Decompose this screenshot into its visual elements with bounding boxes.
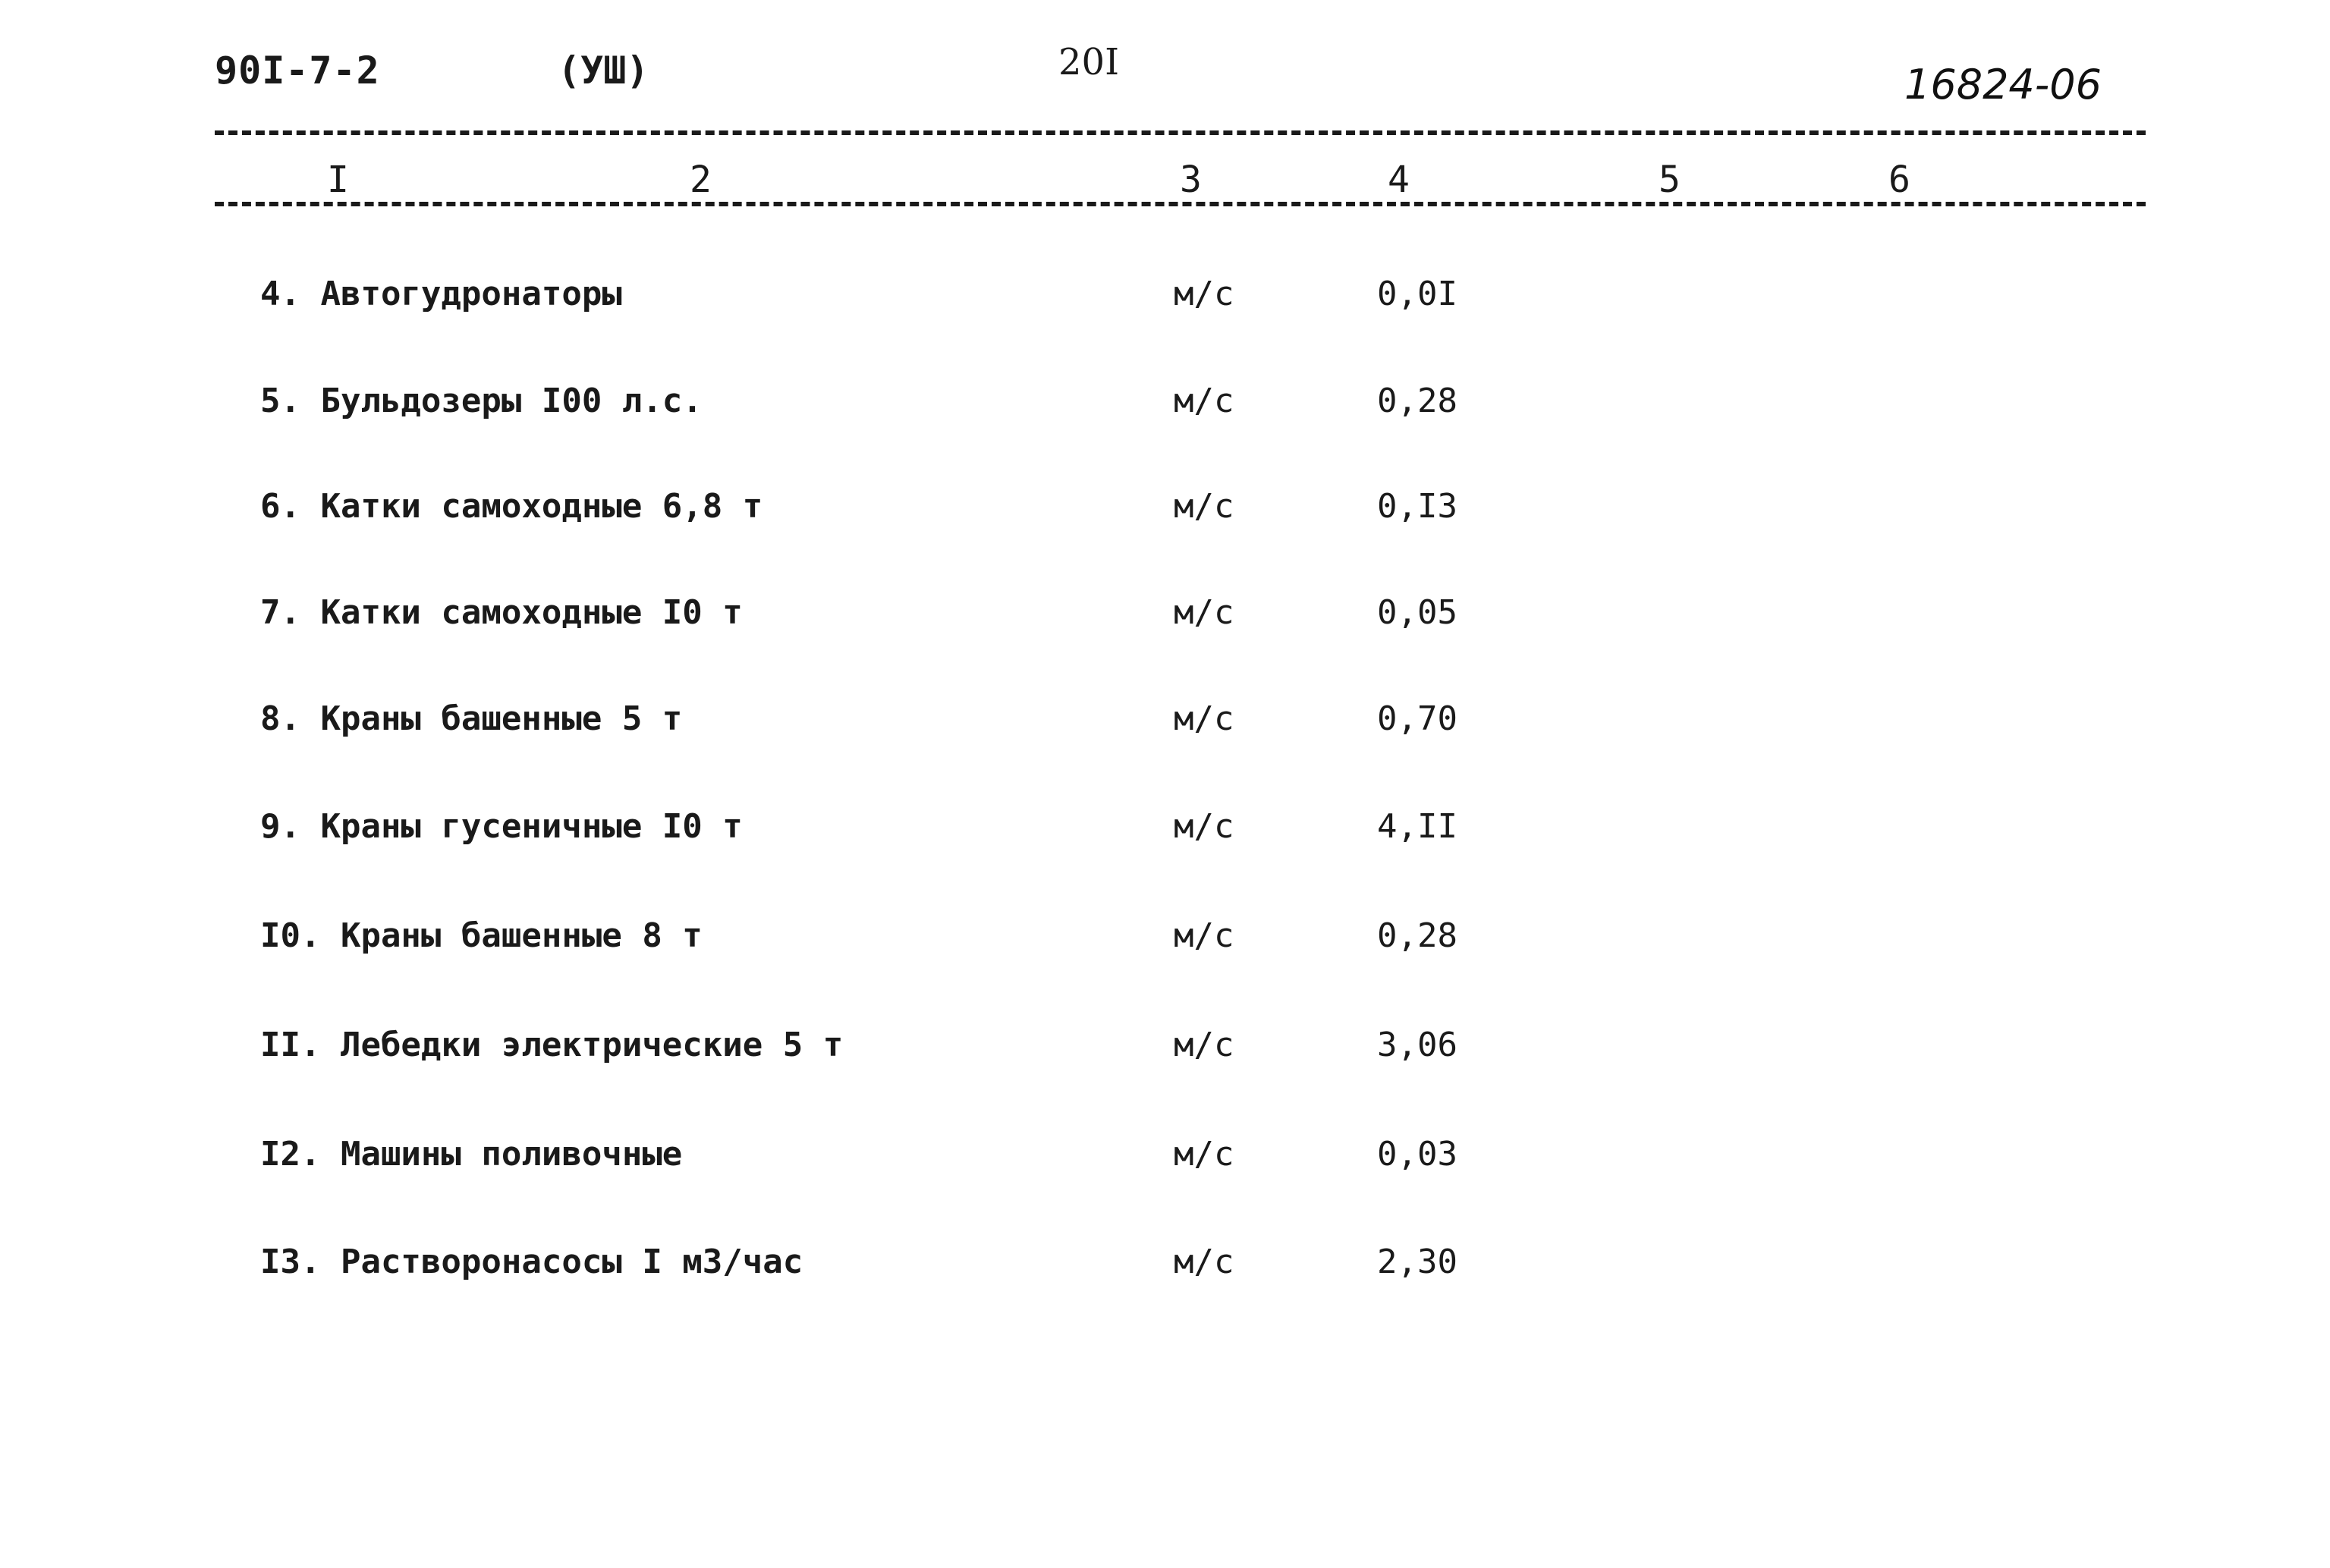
row-item-name: 7. Катки самоходные I0 т — [260, 593, 743, 632]
column-number-5: 5 — [1654, 158, 1685, 202]
row-quantity: 3,06 — [1377, 1026, 1457, 1064]
row-quantity: 0,I3 — [1377, 487, 1457, 526]
row-item-name: 6. Катки самоходные 6,8 т — [260, 487, 763, 526]
header-divider — [215, 130, 2146, 135]
row-quantity: 0,03 — [1377, 1135, 1457, 1174]
row-item-name: 9. Краны гусеничные I0 т — [260, 807, 743, 846]
column-number-1: I — [322, 158, 354, 202]
row-item-name: II. Лебедки электрические 5 т — [260, 1026, 844, 1064]
row-quantity: 2,30 — [1377, 1243, 1457, 1281]
column-number-6: 6 — [1884, 158, 1915, 202]
row-unit: м/с — [1174, 1026, 1234, 1064]
row-quantity: 0,70 — [1377, 699, 1457, 738]
column-header-divider — [215, 202, 2146, 206]
project-code: 90I-7-2 — [215, 49, 380, 93]
row-quantity: 0,05 — [1377, 593, 1457, 632]
column-number-4: 4 — [1383, 158, 1414, 202]
row-unit: м/с — [1174, 916, 1234, 955]
row-quantity: 0,28 — [1377, 382, 1457, 420]
row-unit: м/с — [1174, 1243, 1234, 1281]
row-item-name: 5. Бульдозеры I00 л.с. — [260, 382, 703, 420]
row-quantity: 0,28 — [1377, 916, 1457, 955]
row-unit: м/с — [1174, 1135, 1234, 1174]
row-item-name: I3. Растворонасосы I м3/час — [260, 1243, 803, 1281]
row-unit: м/с — [1174, 699, 1234, 738]
row-unit: м/с — [1174, 807, 1234, 846]
row-unit: м/с — [1174, 593, 1234, 632]
document-number: 16824-06 — [1904, 61, 2102, 108]
row-item-name: 8. Краны башенные 5 т — [260, 699, 683, 738]
page-number: 20I — [1058, 41, 1120, 83]
row-unit: м/с — [1174, 275, 1234, 313]
row-quantity: 4,II — [1377, 807, 1457, 846]
row-unit: м/с — [1174, 487, 1234, 526]
column-number-3: 3 — [1175, 158, 1206, 202]
series-label: (УШ) — [558, 49, 649, 93]
row-item-name: I0. Краны башенные 8 т — [260, 916, 703, 955]
column-number-2: 2 — [685, 158, 716, 202]
row-unit: м/с — [1174, 382, 1234, 420]
row-quantity: 0,0I — [1377, 275, 1457, 313]
row-item-name: 4. Автогудронаторы — [260, 275, 622, 313]
row-item-name: I2. Машины поливочные — [260, 1135, 683, 1174]
